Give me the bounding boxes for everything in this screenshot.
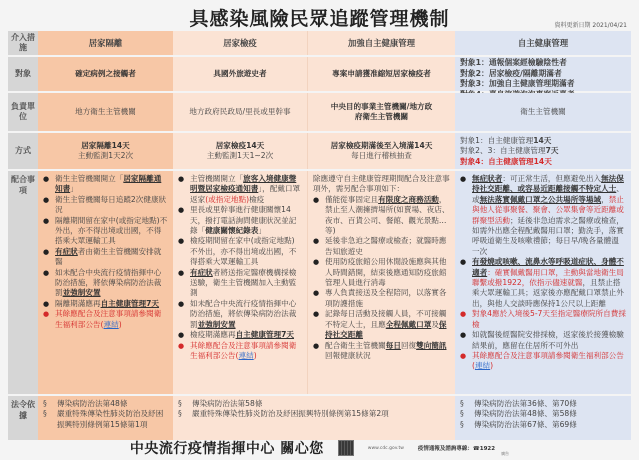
target-home-quarantine: 具國外旅遊史者: [173, 57, 307, 91]
header-home-isolation: 居家隔離: [38, 31, 173, 55]
notes-home-isolation: [38, 171, 173, 394]
cdc-url[interactable]: www.cdc.gov.tw: [367, 445, 404, 451]
note-item: ● 檢疫期滿應再自主健康管理7天: [178, 330, 302, 340]
notes-enhanced-self-health: [307, 171, 455, 394]
page-title: 具感染風險民眾追蹤管理機制: [189, 8, 450, 30]
note-item: ● 對象4應於入境後5-7天至指定醫療院所自費採檢: [460, 309, 626, 330]
law-item: § 傳染病防治法第67條、第69條: [460, 420, 626, 430]
note-item: ● 如未配合中央流行疫情指揮中心防治措施，將依傳染病防治法裁罰並強制安置: [178, 299, 302, 330]
note-item: ● 有發燒或咳嗽、流鼻水等呼吸道症狀、身體不適者：確實佩戴醫用口罩，主動與當地衛生局聯繫或撥1922，依指示儘速就醫，且禁止搭乘大眾運輸工具；返家後亦應配戴口罩禁止外出，與他人交談時應保持1公尺以上距離: [460, 257, 626, 309]
method-item: 對象4：自主健康管理14天: [460, 156, 552, 166]
target-item: 對象1：通報個案經檢驗陰性者: [460, 58, 567, 67]
note-item: ● 隔離期間留在家中(或指定地點)不外出，亦不得出境或出國，不得搭乘大眾運輸工具: [43, 216, 168, 247]
law-item: § 傳染病防治法第58條: [178, 399, 450, 409]
note-item: ● 延後非急迫之醫療或檢查；就醫時應告知旅遊史: [313, 236, 450, 257]
header-home-quarantine: 居家檢疫: [173, 31, 307, 55]
announcement-link[interactable]: 連結: [103, 319, 119, 329]
note-item: ● 配合衛生主管機關每日回復雙向簡訊回報健康狀況: [313, 341, 450, 362]
law-home-isolation: [38, 396, 173, 440]
tracking-table: [8, 31, 631, 434]
header-enhanced-self-health: 加強自主健康管理: [307, 31, 455, 55]
row-label-notes: 配合事項: [8, 171, 38, 394]
update-date: 資料更新日期 2021/04/21: [554, 22, 627, 29]
note-item: ● 其餘應配合及注意事項請參閱衛生福利部公告(連結): [460, 351, 626, 372]
note-item: ● 其餘應配合及注意事項請參閱衛生福利部公告(連結): [178, 341, 302, 362]
law-item: § 嚴重特殊傳染性肺炎防治及紓困振興特別條例第15條第1項: [43, 409, 168, 430]
unit-home-quarantine: 地方政府民政局/里長或里幹事: [173, 93, 307, 131]
note-item: ● 主管機關開立「旅客入境健康聲明暨居家檢疫通知書」，配戴口罩返家(或指定地點)檢疫: [178, 174, 302, 205]
gov-mark: 廣告: [501, 451, 510, 456]
header-self-health: 自主健康管理: [455, 31, 631, 55]
announcement-link[interactable]: 連結: [474, 361, 491, 371]
notes-home-quarantine: [173, 171, 307, 394]
target-home-isolation: 確定病例之接觸者: [38, 57, 173, 91]
law-item: § 傳染病防治法第48條: [43, 399, 168, 409]
note-item: ● 其餘應配合及注意事項請參閱衛生福利部公告(連結): [43, 309, 168, 330]
note-item: ● 專人負責接送及全程陪同，以落實各項防護措施: [313, 288, 450, 309]
note-item: ● 衛生主管機關每日追蹤2次健康狀況: [43, 195, 168, 216]
method-home-isolation: 居家隔離14天 主動監測1天2次: [38, 133, 173, 169]
law-item: § 嚴重特殊傳染性肺炎防治及紓困振興特別條例第15條第2項: [178, 409, 450, 419]
note-item: ● 僅能從事固定且有限度之商務活動，禁止至人潮擁擠場所(如賣場、夜店、夜市、百貨公司、餐館、觀光景點…等): [313, 195, 450, 237]
note-item: ● 隔離期滿應再自主健康管理7天: [43, 299, 168, 309]
row-label-measure: 介入措施: [8, 31, 38, 55]
unit-home-isolation: 地方衛生主管機關: [38, 93, 173, 131]
law-item: § 傳染病防治法第36條、第70條: [460, 399, 626, 409]
note-item: ● 有症狀者將送指定醫療機構採檢送驗，衛生主管機關加入主動監測: [178, 268, 302, 299]
note-item: ● 如未配合中央流行疫情指揮中心防治措施，將依傳染病防治法裁罰並強制安置: [43, 268, 168, 299]
target-self-health: [455, 57, 631, 91]
method-home-quarantine: 居家檢疫14天 主動監測1天1~2次: [173, 133, 307, 169]
method-self-health: [455, 133, 631, 169]
target-enhanced-self-health: 專案申請獲准縮短居家檢疫者: [307, 57, 455, 91]
row-label-target: 對象: [8, 57, 38, 91]
note-item: ● 檢疫期間留在家中(或指定地點)不外出，亦不得出境或出國，不得搭乘大眾運輸工具: [178, 236, 302, 267]
row-label-unit: 負責單位: [8, 93, 38, 131]
unit-self-health: 衛生主管機關: [455, 93, 631, 131]
announcement-link[interactable]: 連結: [238, 350, 254, 360]
note-item: ● 有症狀者由衛生主管機關安排就醫: [43, 247, 168, 268]
law-home-quarantine: [173, 396, 455, 440]
law-item: § 傳染病防治法第48條、第58條: [460, 409, 626, 419]
note-item: ● 無症狀者：可正常生活，但應避免出入無法保持社交距離、或容易近距離接觸不特定人士、或無法落實佩戴口罩之公共場所等場域，禁止與他人從事聚餐、聚會、公眾集會等近距離或群聚型活動；延後非急迫需求之醫療或檢查，如需外出應全程配戴醫用口罩；勤洗手，落實呼吸道衛生及咳嗽禮節；每日早/晚各量體溫一次: [460, 174, 626, 257]
notes-self-health: [455, 171, 631, 394]
row-label-law: 法令依據: [8, 396, 38, 440]
law-self-health: [455, 396, 631, 440]
unit-enhanced-self-health: 中央目的事業主管機關/地方政府衛生主管機關: [307, 93, 455, 131]
row-label-method: 方式: [8, 133, 38, 169]
note-item: ● 里長或里幹事進行健康關懷14天，撥打電話詢問健康狀況並記錄「健康關懷紀錄表」: [178, 205, 302, 236]
method-item: 對象1：自主健康管理14天: [460, 136, 552, 145]
hotline: 疫情通報及諮詢專線：☎1922: [417, 446, 496, 452]
method-item: 對象2、3：自主健康管理7天: [460, 146, 559, 156]
note-item: ● 如就醫後經醫院安排採檢，返家後於接獲檢驗結果前，應留在住居所不可外出: [460, 330, 626, 351]
target-item: 對象3：加強自主健康管理期滿者: [460, 79, 575, 88]
footer-slogan: 中央流行疫情指揮中心 關心您: [129, 441, 324, 457]
notes-intro: 除應遵守自主健康管理期間配合及注意事項外，需另配合事項如下：: [313, 174, 450, 194]
note-item: ● 記錄每日活動及接觸人員，不可接觸不特定人士，且應全程佩戴口罩及保持社交距離: [313, 309, 450, 340]
target-item: 對象2：居家檢疫/隔離期滿者: [460, 68, 562, 78]
footer: [0, 436, 639, 460]
qr-code-icon: [338, 440, 354, 456]
note-item: ● 衛生主管機關開立「居家隔離通知書」: [43, 174, 168, 195]
note-item: ● 使用防疫旅館公用休閒設施應與其他人時間錯開，結束後應通知防疫旅館管理人員進行消毒: [313, 257, 450, 288]
method-enhanced-self-health: 居家檢疫期滿後至入境滿14天 每日進行稽核抽查: [307, 133, 455, 169]
